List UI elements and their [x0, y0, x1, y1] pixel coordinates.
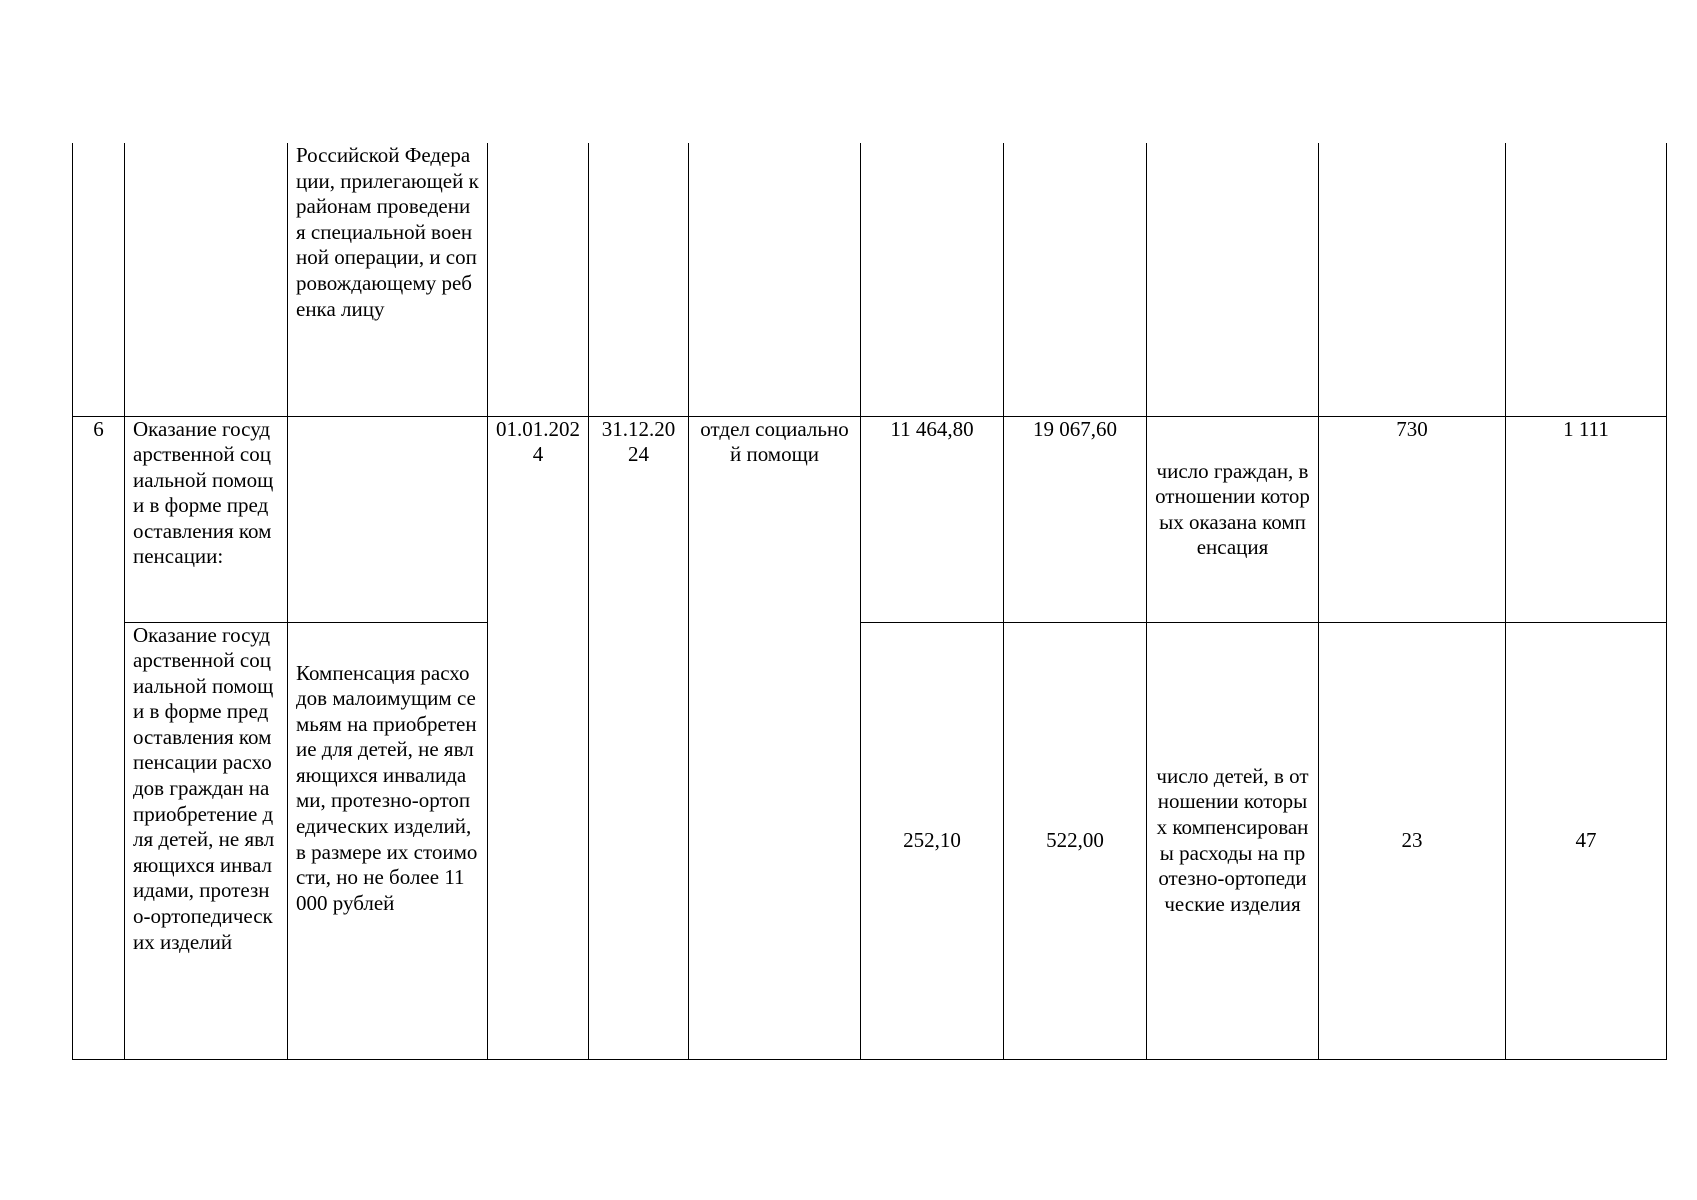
cell-amount-2: 19 067,60	[1004, 416, 1147, 622]
cell-amount-1: 252,10	[861, 622, 1004, 1059]
cell-indicator-value-2: 47	[1506, 622, 1667, 1059]
cell-executor: отдел социальной помощи	[689, 416, 861, 1059]
cell-indicator-value-1	[1319, 143, 1506, 416]
cell-amount-2: 522,00	[1004, 622, 1147, 1059]
cell-amount-2	[1004, 143, 1147, 416]
cell-measure-name: Оказание государственной социальной помощи в форме предоставления компенсации расходов граждан на приобретение для детей, не являющихся инвалидами, протезно-ортопедических изделий	[125, 622, 288, 1059]
cell-indicator-value-2	[1506, 143, 1667, 416]
cell-indicator	[1147, 143, 1319, 416]
cell-executor	[689, 143, 861, 416]
cell-end-date	[589, 143, 689, 416]
cell-start-date: 01.01.2024	[488, 416, 589, 1059]
table-row-continuation	[73, 143, 1667, 416]
cell-end-date: 31.12.2024	[589, 416, 689, 1059]
cell-amount-1	[861, 143, 1004, 416]
table-row-6-sub	[73, 622, 1667, 1059]
cell-start-date	[488, 143, 589, 416]
cell-measure-name	[125, 143, 288, 416]
cell-indicator-value-1: 730	[1319, 416, 1506, 622]
cell-indicator: число детей, в отношении которых компенсированы расходы на протезно-ортопедические изделия	[1147, 622, 1319, 1059]
table-row-6	[73, 416, 1667, 622]
cell-measure-name: Оказание государственной социальной помощи в форме предоставления компенсации:	[125, 416, 288, 622]
cell-measure-description: Российской Федерации, прилегающей к районам проведения специальной военной операции, и сопровождающему ребенка лицу	[288, 143, 488, 416]
measures-table	[72, 143, 1667, 1060]
cell-indicator-value-1: 23	[1319, 622, 1506, 1059]
cell-indicator: число граждан, в отношении которых оказана компенсация	[1147, 416, 1319, 622]
cell-number	[73, 143, 125, 416]
cell-measure-description	[288, 416, 488, 622]
cell-number: 6	[73, 416, 125, 1059]
cell-amount-1: 11 464,80	[861, 416, 1004, 622]
cell-indicator-value-2: 1 111	[1506, 416, 1667, 622]
cell-measure-description: Компенсация расходов малоимущим семьям на приобретение для детей, не являющихся инвалидами, протезно-ортопедических изделий, в размере их стоимости, но не более 11 000 рублей	[288, 622, 488, 1059]
